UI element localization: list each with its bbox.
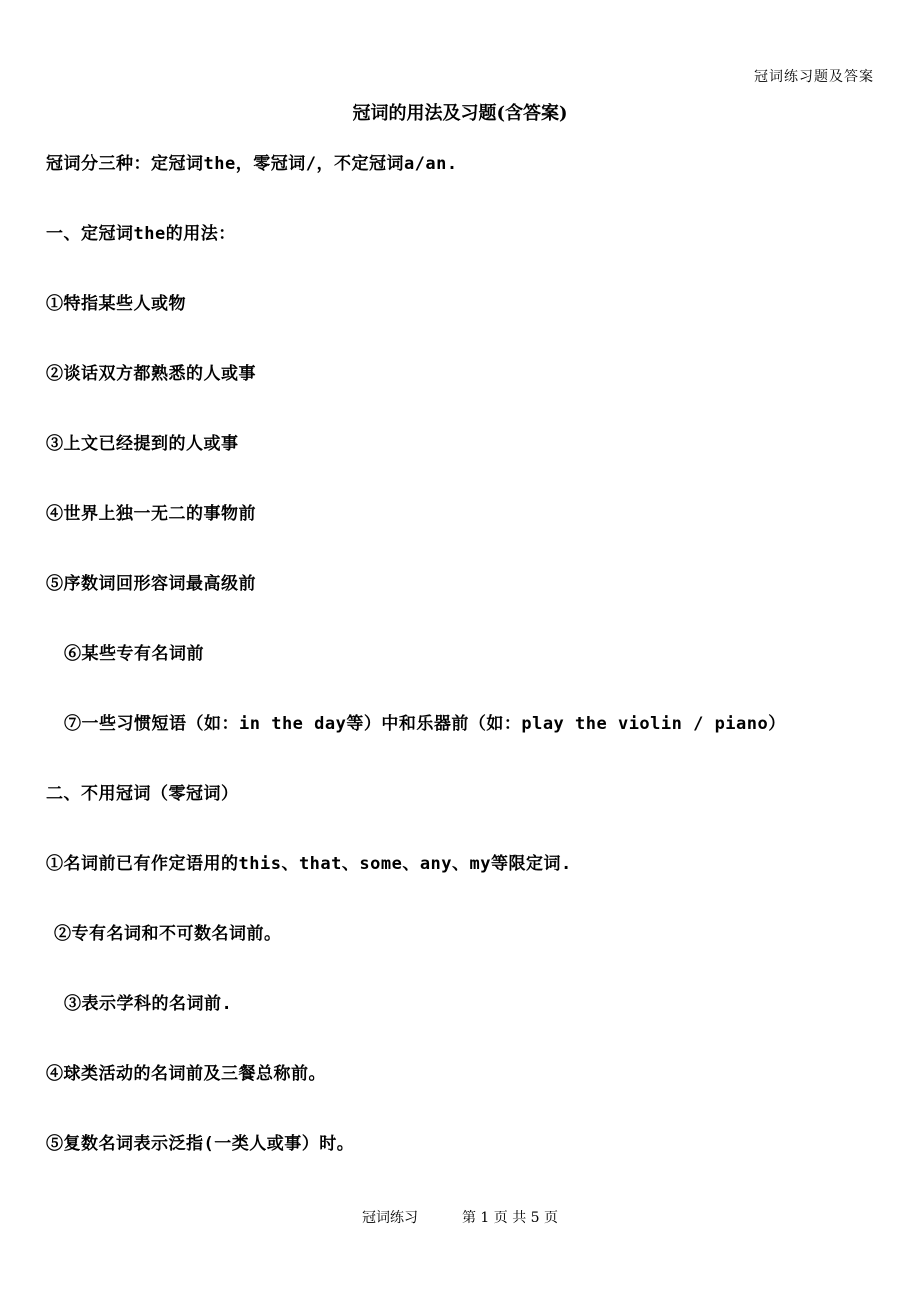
page-footer — [0, 1207, 920, 1227]
section-heading-zero: 二、不用冠词（零冠词） — [46, 784, 239, 804]
document-title: 冠词的用法及习题(含答案) — [352, 103, 568, 124]
rule-item: ①名词前已有作定语用的this、that、some、any、my等限定词. — [46, 854, 572, 874]
rule-item: ③上文已经提到的人或事 — [46, 434, 239, 454]
section-heading-definite: 一、定冠词the的用法： — [46, 224, 236, 244]
rule-item: ⑤序数词回形容词最高级前 — [46, 574, 256, 594]
running-header: 冠词练习题及答案 — [754, 69, 874, 85]
footer-page-number: 第 1 页 共 5 页 — [461, 1210, 559, 1226]
rule-item: ④世界上独一无二的事物前 — [46, 504, 256, 524]
rule-item: ⑦一些习惯短语（如：in the day等）中和乐器前（如：play the violin / piano） — [64, 714, 786, 734]
rule-item: ⑥某些专有名词前 — [64, 644, 204, 664]
intro-line: 冠词分三种：定冠词the，零冠词/，不定冠词a/an. — [46, 154, 458, 174]
rule-item: ⑤复数名词表示泛指(一类人或事）时。 — [46, 1134, 355, 1154]
rule-item: ②专有名词和不可数名词前。 — [54, 924, 282, 944]
rule-item: ③表示学科的名词前. — [64, 994, 233, 1014]
rule-item: ④球类活动的名词前及三餐总称前。 — [46, 1064, 326, 1084]
rule-item: ①特指某些人或物 — [46, 294, 186, 314]
rule-item: ②谈话双方都熟悉的人或事 — [46, 364, 256, 384]
footer-doc-name: 冠词练习 — [361, 1210, 418, 1226]
